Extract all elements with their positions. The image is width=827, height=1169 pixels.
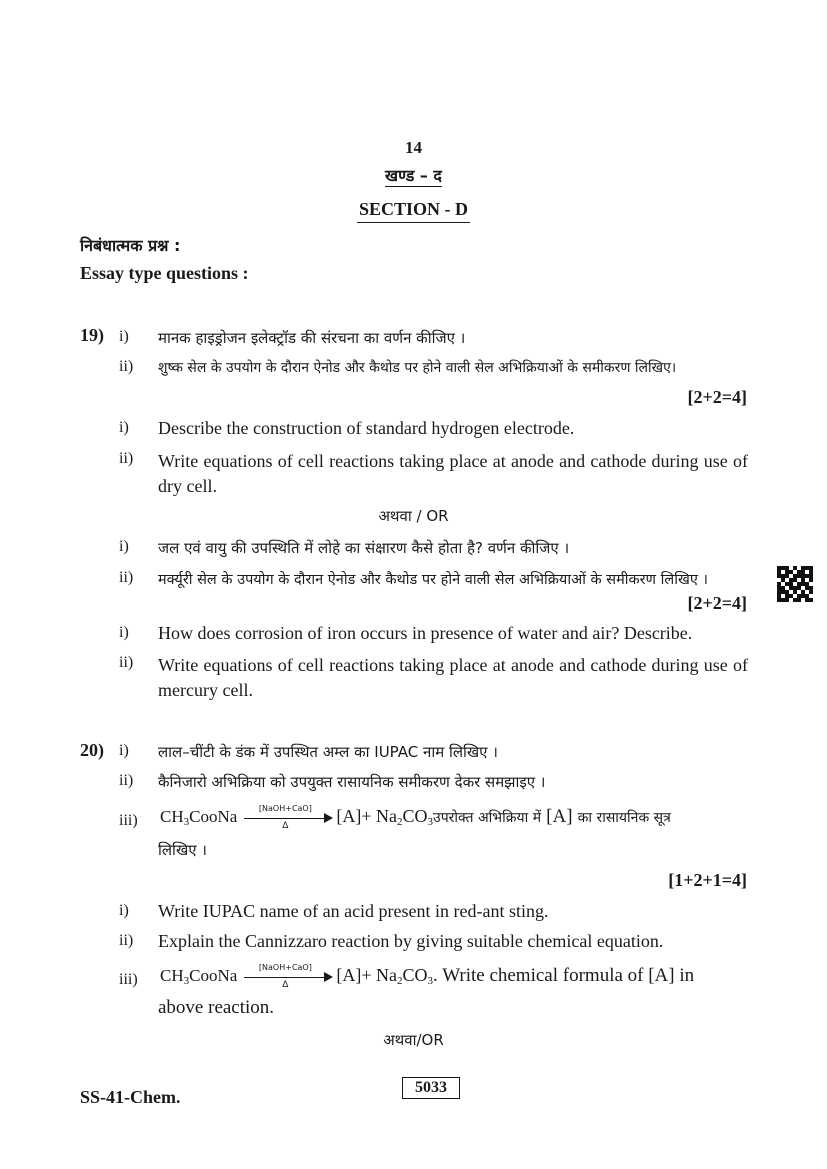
q19-p2-en-i-label: i) <box>119 624 129 641</box>
q20-hi-iii-text1: उपरोक्त अभिक्रिया में <box>433 810 542 826</box>
q19-p2-en-ii-label: ii) <box>119 654 134 671</box>
q20-or: अथवा/OR <box>383 1031 444 1049</box>
page-number: 14 <box>405 138 422 157</box>
q20-hi-iii-line <box>160 803 750 831</box>
reactant-cooma: CooNa <box>189 807 238 826</box>
q20-hi-iii-label: iii) <box>119 812 138 829</box>
footer-code: SS-41-Chem. <box>80 1087 181 1107</box>
question-number-19: 19) <box>80 325 104 345</box>
q19-marks-2: [2+2=4] <box>687 593 747 613</box>
q20-hi-ii-label: ii) <box>119 772 134 789</box>
q19-en-i-label: i) <box>119 419 129 436</box>
reaction-arrow-icon <box>244 803 334 831</box>
q19-p2-hi-i: जल एवं वायु की उपस्थिति में लोहे का संक्षारण कैसे होता है? वर्णन कीजिए । <box>158 539 570 557</box>
en-reaction-arrow-icon <box>244 962 334 990</box>
q19-p2-en-i: How does corrosion of iron occurs in presence of water and air? Describe. <box>158 623 693 643</box>
q20-en-iii-text2: above reaction. <box>158 997 275 1018</box>
q20-hi-iii-text3: लिखिए । <box>158 841 207 859</box>
q19-marks-1: [2+2=4] <box>687 387 747 407</box>
en-arrow-condition: [NaOH+CaO] <box>258 962 312 972</box>
q19-en-ii-label: ii) <box>119 450 134 467</box>
q19-hi-i-label: i) <box>119 328 129 345</box>
q20-hi-i-label: i) <box>119 742 129 759</box>
en-product-a: [A]+ Na <box>336 965 398 985</box>
product-a: [A]+ Na <box>336 806 398 826</box>
q19-en-ii: Write equations of cell reactions taking place at anode and cathode during use of dry cell. <box>158 451 748 496</box>
q19-hi-i: मानक हाइड्रोजन इलेक्ट्रॉड की संरचना का वर्णन कीजिए । <box>158 329 466 347</box>
product-sub1: 2 <box>397 816 403 828</box>
en-arrow-heat: Δ <box>282 979 289 990</box>
reactant-ch: CH <box>160 807 184 826</box>
q20-hi-ii: कैनिजारो अभिक्रिया को उपयुक्त रासायनिक समीकरण देकर समझाइए । <box>158 773 546 791</box>
en-reactant-ch: CH <box>160 966 184 985</box>
q20-hi-i: लाल–चींटी के डंक में उपस्थित अम्ल का IUPAC नाम लिखिए । <box>158 743 498 761</box>
question-number-20: 20) <box>80 740 104 760</box>
q20-en-ii: Explain the Cannizzaro reaction by giving suitable chemical equation. <box>158 931 664 951</box>
section-hindi: खण्ड – द <box>385 166 442 185</box>
q20-en-iii-line <box>160 962 760 990</box>
q19-p2-hi-ii-label: ii) <box>119 569 134 586</box>
q20-hi-iii-text2: का रासायनिक सूत्र <box>577 810 671 826</box>
q20-en-iii-label: iii) <box>119 971 138 988</box>
essay-heading-hindi: निबंधात्मक प्रश्न : <box>80 236 181 255</box>
en-reactant-sub: 3 <box>183 975 190 987</box>
q20-hi-iii-a: [A] <box>546 806 573 827</box>
en-product-co: CO <box>402 965 428 985</box>
q19-or: अथवा / OR <box>378 507 449 525</box>
q19-p2-en-ii: Write equations of cell reactions taking place at anode and cathode during use of mercury cell. <box>158 655 748 700</box>
section-english-wrap <box>0 199 827 220</box>
product-sub2: 3 <box>427 816 434 828</box>
en-product-sub1: 2 <box>397 975 403 987</box>
q20-en-ii-label: ii) <box>119 932 134 949</box>
en-reactant-cooma: CooNa <box>189 966 238 985</box>
q19-en-i: Describe the construction of standard hydrogen electrode. <box>158 418 575 438</box>
q19-hi-ii: शुष्क सेल के उपयोग के दौरान ऐनोड और कैथोड पर होने वाली सेल अभिक्रियाओं के समीकरण लिखिए। <box>158 360 677 376</box>
product-co: CO <box>402 806 428 826</box>
reactant-sub: 3 <box>183 816 190 828</box>
qr-code-icon <box>777 566 813 602</box>
q20-marks: [1+2+1=4] <box>668 870 747 890</box>
footer-box-number: 5033 <box>402 1077 460 1099</box>
en-product-sub2: 3 <box>427 975 434 987</box>
arrow-heat: Δ <box>282 820 289 831</box>
q19-hi-ii-label: ii) <box>119 358 134 375</box>
q20-en-i-label: i) <box>119 902 129 919</box>
essay-heading-english: Essay type questions : <box>80 263 249 283</box>
arrow-condition: [NaOH+CaO] <box>258 803 312 813</box>
q20-en-iii-text1: . Write chemical formula of [A] in <box>433 965 695 986</box>
section-hindi-wrap <box>0 164 827 186</box>
q19-p2-hi-i-label: i) <box>119 538 129 555</box>
section-english: SECTION - D <box>357 199 470 223</box>
q19-p2-hi-ii: मर्क्यूरी सेल के उपयोग के दौरान ऐनोड और कैथोड पर होने वाली सेल अभिक्रियाओं के समीकरण लिखिए । <box>158 572 708 588</box>
q20-en-i: Write IUPAC name of an acid present in red-ant sting. <box>158 901 549 921</box>
